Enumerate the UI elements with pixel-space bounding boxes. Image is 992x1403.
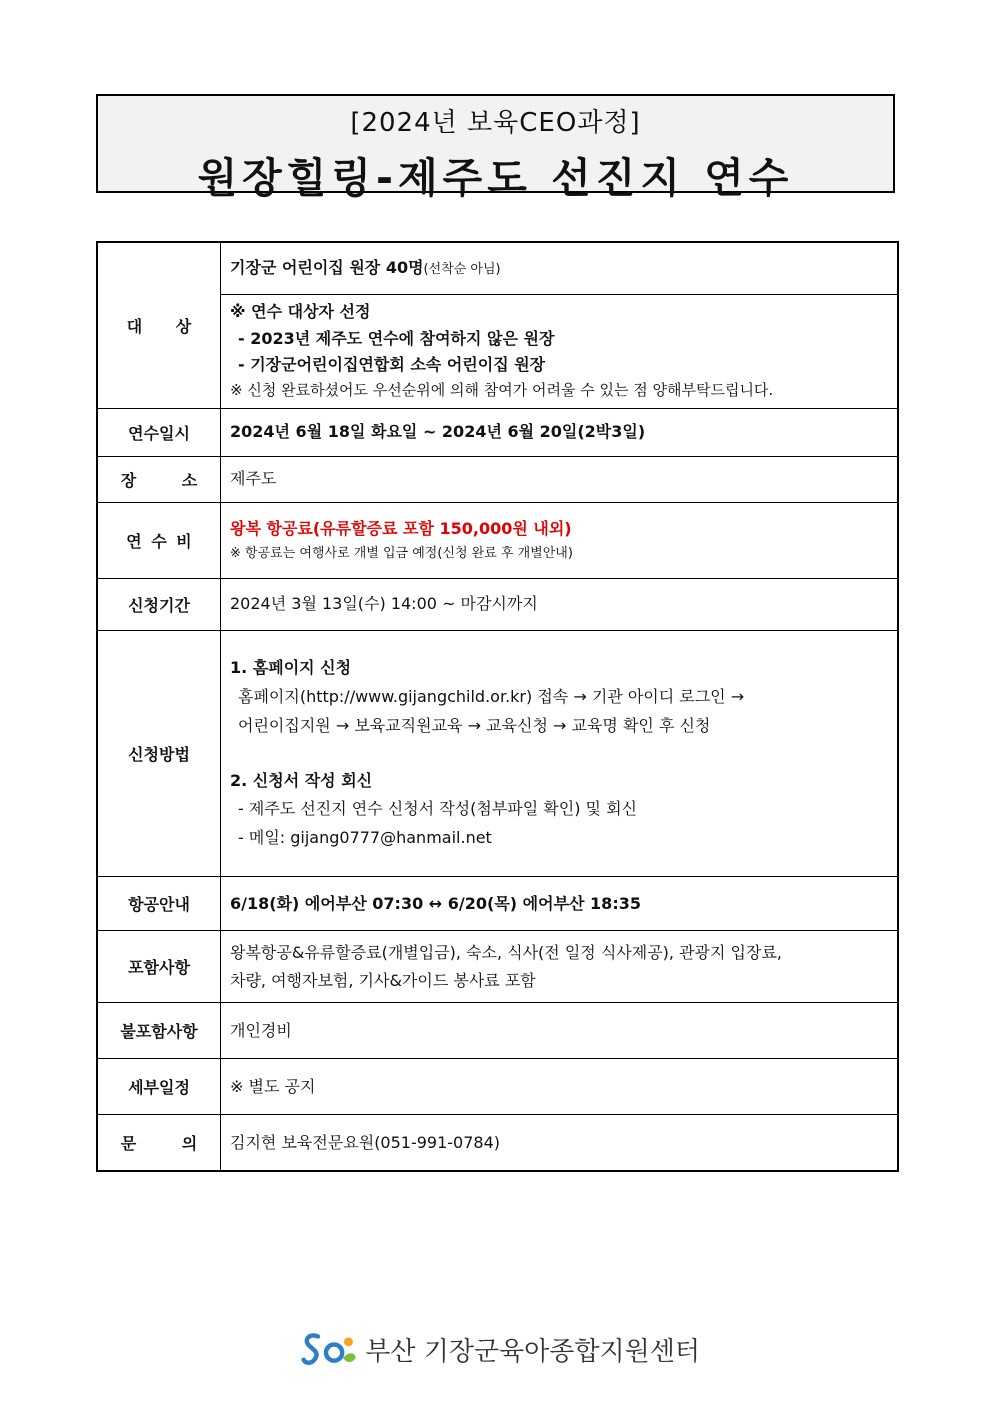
table-row: [97, 1115, 898, 1171]
table-row: [97, 456, 898, 502]
row-label-cost: 연 수 비: [97, 502, 221, 578]
method-step1-line: 어린이집지원 → 보육교직원교육 → 교육신청 → 교육명 확인 후 신청: [238, 715, 711, 735]
table-row: [97, 578, 898, 630]
row-label-place: 장 소: [97, 456, 221, 502]
title-box: [96, 94, 895, 202]
selection-item: - 2023년 제주도 연수에 참여하지 않은 원장: [238, 328, 555, 348]
table-row: [97, 1003, 898, 1059]
row-label-included: 포함사항: [97, 931, 221, 1003]
table-row: [97, 1059, 898, 1115]
method-step2-title: 2. 신청서 작성 회신: [230, 770, 373, 790]
row-label-contact: 문 의: [97, 1115, 221, 1171]
period-value: 2024년 3월 13일(수) 14:00 ~ 마감시까지: [221, 578, 899, 630]
method-step1-title: 1. 홈페이지 신청: [230, 658, 352, 678]
contact-value: 김지현 보육전문요원(051-991-0784): [221, 1115, 899, 1171]
target-count-note: (선착순 아님): [423, 262, 501, 278]
row-label-flight: 항공안내: [97, 877, 221, 931]
row-label-method: 신청방법: [97, 630, 221, 876]
target-selection: [221, 294, 899, 408]
selection-title: ※ 연수 대상자 선정: [230, 302, 371, 322]
schedule-value: ※ 별도 공지: [221, 1059, 899, 1115]
date-value: 2024년 6월 18일 화요일 ~ 2024년 6월 20일(2박3일): [221, 408, 899, 456]
row-label-period: 신청기간: [97, 578, 221, 630]
table-row: [97, 242, 898, 294]
method-step1-line: 홈페이지(http://www.gijangchild.or.kr) 접속 → 기관 아이디 로그인 →: [238, 686, 745, 706]
footer: [300, 1327, 700, 1371]
info-table: [96, 241, 899, 1172]
cost-value: 왕복 항공료(유류할증료 포함 150,000원 내외): [230, 518, 572, 538]
included-line: 차량, 여행자보험, 기사&가이드 봉사료 포함: [230, 970, 536, 990]
document-subtitle: [2024년 보육CEO과정]: [350, 108, 641, 138]
org-logo-icon: [300, 1329, 359, 1369]
table-row: [97, 630, 898, 876]
target-count-text: 기장군 어린이집 원장 40명: [230, 258, 424, 278]
table-row: [97, 502, 898, 578]
row-label-schedule: 세부일정: [97, 1059, 221, 1115]
table-row: [97, 931, 898, 1003]
row-label-excluded: 불포함사항: [97, 1003, 221, 1059]
table-row: [97, 877, 898, 931]
cost-cell: [221, 502, 899, 578]
excluded-value: 개인경비: [221, 1003, 899, 1059]
included-line: 왕복항공&유류할증료(개별입금), 숙소, 식사(전 일정 식사제공), 관광지 입장료,: [230, 942, 782, 962]
included-cell: [221, 931, 899, 1003]
flight-value: 6/18(화) 에어부산 07:30 ↔ 6/20(목) 에어부산 18:35: [221, 877, 899, 931]
target-count: [221, 242, 899, 294]
row-label-target: 대 상: [97, 242, 221, 408]
selection-note: ※ 신청 완료하셨어도 우선순위에 의해 참여가 어려울 수 있는 점 양해부탁드립니다.: [230, 381, 774, 400]
method-step2-line: - 제주도 선진지 연수 신청서 작성(첨부파일 확인) 및 회신: [238, 799, 637, 819]
selection-item: - 기장군어린이집연합회 소속 어린이집 원장: [238, 354, 546, 374]
cost-note: ※ 항공료는 여행사로 개별 입금 예정(신청 완료 후 개별안내): [230, 545, 573, 561]
method-step2-email[interactable]: - 메일: gijang0777@hanmail.net: [238, 828, 492, 848]
org-name: 부산 기장군육아종합지원센터: [365, 1336, 700, 1367]
place-value: 제주도: [221, 456, 899, 502]
table-row: [97, 408, 898, 456]
method-cell: [221, 630, 899, 876]
document-title: 원장힐링-제주도 선진지 연수: [197, 154, 794, 202]
row-label-date: 연수일시: [97, 408, 221, 456]
